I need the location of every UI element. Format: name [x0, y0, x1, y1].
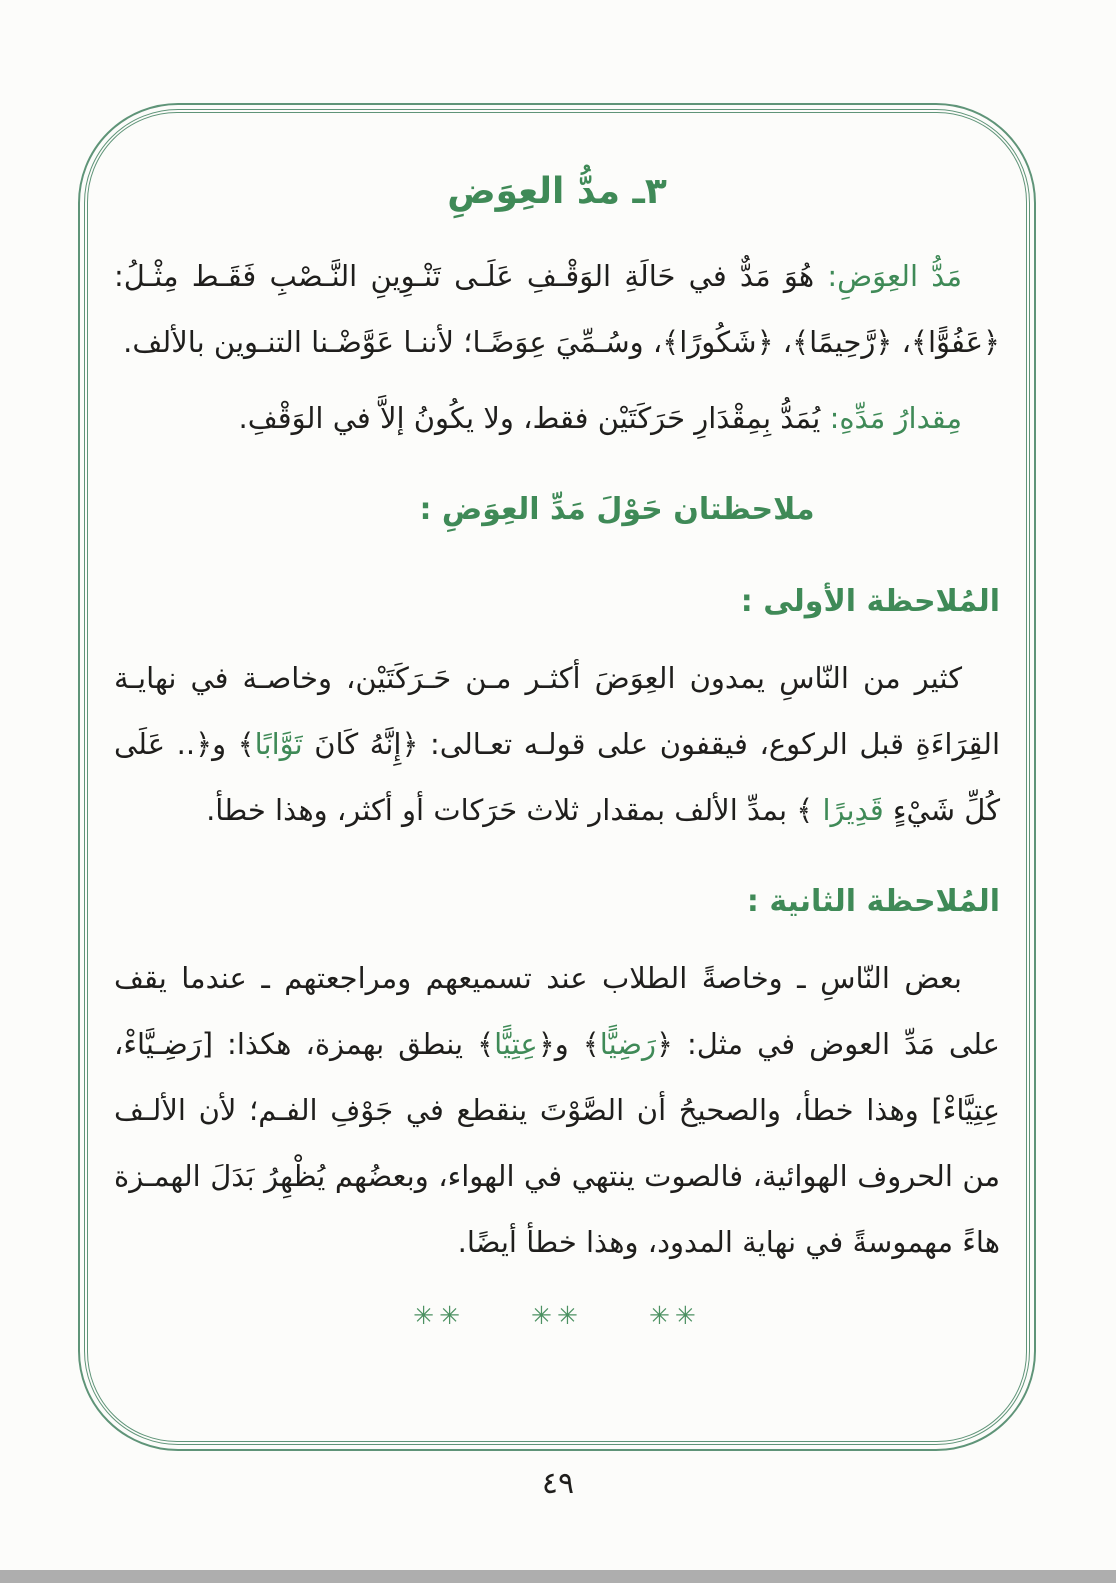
chapter-title: ٣ـ مدُّ العِوَضِ: [447, 171, 667, 212]
second-note-text-end: ﴾ ينطق بهمزة، هكذا: [رَضِـيَّاءْ، عِتِيَّاءْ] وهذا خطأ، والصحيحُ أن الصَّوْتَ ينقطع في جَوْفِ الفـم؛ لأن الألـف من الحروف الهوائية، فالصوت ينتهي في الهواء، وبعضُهم يُظْهِرُ بَدَلَ الهمـزة هاءً مهموسةً في نهاية المدود، وهذا خطأ أيضًا.: [114, 1027, 1000, 1259]
flower-asterisk-icon: ✳✳: [531, 1301, 583, 1330]
definition-paragraph: [114, 243, 1000, 375]
second-note-text-mid: ﴾ و﴿: [537, 1027, 600, 1061]
measure-paragraph: [114, 385, 1000, 451]
flower-asterisk-icon: ✳✳: [413, 1301, 466, 1330]
first-note-text-mid: ﴾ و﴿.. عَلَى كُلِّ شَيْءٍ: [114, 727, 1000, 827]
second-note-paragraph: [114, 945, 1000, 1275]
decorative-border-inner-line: [87, 112, 1027, 1442]
first-note-quran-word-2: قَدِيرًا: [822, 793, 884, 827]
second-note-quran-word-2: عِتِيًّا: [494, 1027, 538, 1061]
page-content: [114, 159, 1000, 1331]
decorative-border-middle-line: [84, 109, 1030, 1445]
footer-ornament-row: [114, 1301, 1000, 1331]
notes-section-heading: ملاحظتان حَوْلَ مَدِّ العِوَضِ :: [419, 492, 815, 527]
first-note-text-start: كثير من النّاسِ يمدون العِوَضَ أكثـر مـن حَـرَكَتَيْن، وخاصـة في نهايـة القِرَاءَةِ قبل الركوع، فيقفون على قولـه تعـالى: ﴿إِنَّهُ كَانَ: [114, 661, 1001, 761]
first-note-quran-word-1: تَوَّابًا: [254, 727, 303, 761]
first-note-paragraph: [114, 645, 1000, 843]
second-note-text-start: بعض النّاسِ ـ وخاصةً الطلاب عند تسميعهم ومراجعتهم ـ عندما يقف على مَدِّ العوض في مثل: ﴿: [114, 961, 1000, 1061]
page-number: ٤٩: [541, 1466, 575, 1501]
second-note-quran-word-1: رَضِيًّا: [599, 1027, 656, 1061]
definition-text: هُوَ مَدٌّ في حَالَةِ الوَقْـفِ عَلَـى تَنْـوِينِ النَّـصْبِ فَقَـط مِثْـلُ: ﴿عَفُوًّا﴾، ﴿رَّحِيمًا﴾، ﴿شَكُورًا﴾، وسُـمِّيَ عِوَضًـا؛ لأننـا عَوَّضْـنا التنـوين بالألف.: [114, 259, 1000, 359]
first-note-heading: المُلاحظة الأولى :: [740, 584, 1000, 619]
measure-lead-term: مِقدارُ مَدِّهِ:: [829, 401, 962, 435]
flower-asterisk-icon: ✳✳: [648, 1301, 701, 1330]
measure-text: يُمَدُّ بِمِقْدَارِ حَرَكَتَيْن فقط، ولا يكُونُ إلاَّ في الوَقْفِ.: [238, 401, 830, 435]
definition-lead-term: مَدُّ العِوَضِ:: [827, 259, 962, 293]
scan-edge-artifact: [0, 1570, 1116, 1583]
first-note-text-end: ﴾ بمدِّ الألف بمقدار ثلاث حَرَكات أو أكثر، وهذا خطأ.: [206, 793, 823, 827]
second-note-heading: المُلاحظة الثانية :: [746, 884, 1000, 919]
decorative-border-frame: [78, 103, 1036, 1451]
